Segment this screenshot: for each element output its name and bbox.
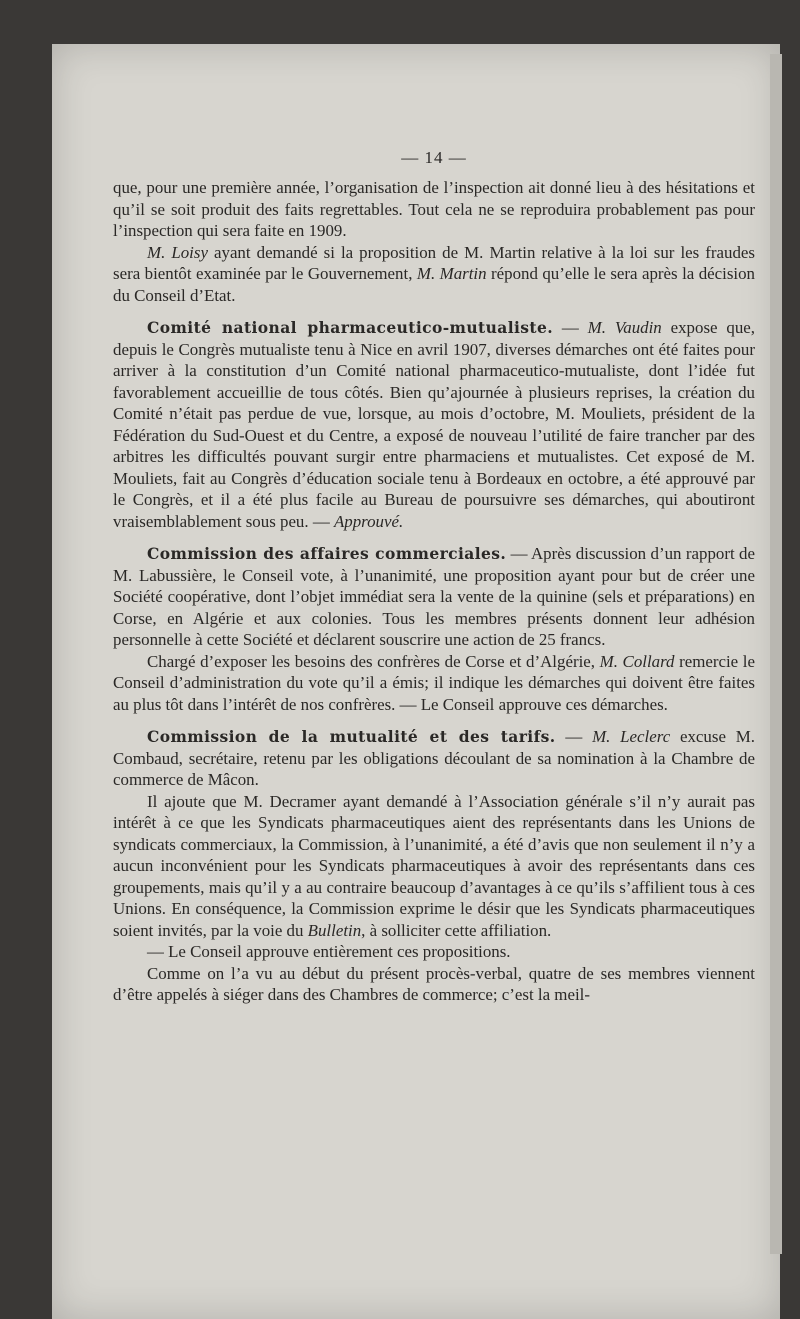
section-mutualite-tarifs: Commission de la mutualité et des tarifs. — M. Leclerc excuse M. Combaud, secrétaire, retenu par les obligations découlant de sa nomination à la Chambre de commerce de Mâcon. <box>113 727 755 789</box>
paragraph-decramer: Il ajoute que M. Decramer ayant demandé à l’Association générale s’il n’y aurait pas intérêt à ce que les Syndicats pharmaceutiques aient des représentants dans les Unions de syndicats commerciaux, la Commission, à l’unanimité, a été d’avis que non seulement il n’y a aucun inconvénient pour les Syndicats pharmaceutiques à avoir des représentants dans ces groupements, mais qu’il y a au contraire beaucoup d’avantages à ce qu’ils s’affilient tous à ces Unions. En conséquence, la Commission exprime le désir que les Syndicats pharmaceutiques soient invités, par la voie du Bulletin, à solliciter cette affiliation. <box>113 791 755 940</box>
page-edge <box>770 54 782 1254</box>
speaker-name: M. Martin <box>416 264 487 283</box>
paragraph-collard: Chargé d’exposer les besoins des confrères de Corse et d’Algérie, M. Collard remercie le Conseil d’administration du vote qu’il a émis; il indique les démarches qui doivent être faites au plus tôt dans l’intérêt de nos confrères. — Le Conseil approuve ces démarches. <box>113 651 755 714</box>
approved-label: Approuvé. <box>333 511 404 531</box>
paragraph-chambres: Comme on l’a vu au début du présent procès-verbal, quatre de ses membres viennent d’être appelés à siéger dans des Chambres de commerce; c’est la meil- <box>113 963 755 1004</box>
page-number: — 14 — <box>401 148 467 167</box>
paragraph-inspection: que, pour une première année, l’organisation de l’inspection ait donné lieu à des hésitations et qu’il se soit produit des faits regrettables. Tout cela ne se reproduira probablement pas pour l’inspection qui sera faite en 1909. <box>113 178 755 240</box>
section-heading: Comité national pharmaceutico-mutualiste. <box>147 318 554 337</box>
speaker-name: M. Loisy <box>147 242 208 262</box>
section-heading: Commission des affaires commerciales. <box>147 544 507 563</box>
section-affaires-commerciales: Commission des affaires commerciales. — Après discussion d’un rapport de M. Labussière, le Conseil vote, à l’unanimité, une proposition ayant pour but de créer une Société coopérative, dont l’objet immédiat sera la vente de la quinine (sels et préparations) en Corse, en Algérie et aux colonies. Tous les membres présents donnent leur adhésion personnelle à cette Société et déclarent souscrire une action de 25 francs. <box>113 544 756 649</box>
body-text <box>113 177 755 1006</box>
speaker-name: M. Collard <box>599 651 675 671</box>
speaker-name: M. Leclerc <box>592 727 671 746</box>
section-comite-national: Comité national pharmaceutico-mutualiste. — M. Vaudin expose que, depuis le Congrès mutualiste tenu à Nice en avril 1907, diverses démarches ont été faites pour arriver à la constitution d’un Comité national pharmaceutico-mutualiste, dont l’idée fut favorablement accueillie de tous côtés. Bien qu’ajournée à plusieurs reprises, la création du Comité n’était pas perdue de vue, lorsque, au mois d’octobre, M. Mouliets, président de la Fédération du Sud-Ouest et du Centre, a exposé de nouveau l’utilité de faire trancher par des arbitres les difficultés pouvant surgir entre pharmaciens et mutualistes. Cet exposé de M. Mouliets, fait au Congrès d’éducation sociale tenu à Bordeaux en octobre, a été approuvé par le Congrès, et il a été plus facile au Bureau de poursuivre ses démarches, qui aboutiront vraisemblablement sous peu. — Approuvé. <box>113 318 755 531</box>
section-heading: Commission de la mutualité et des tarifs. <box>147 727 556 746</box>
paragraph-approval: — Le Conseil approuve entièrement ces propositions. <box>147 942 511 961</box>
bulletin-title: Bulletin <box>307 920 362 940</box>
paragraph-loisy: M. Loisy ayant demandé si la proposition de M. Martin relative à la loi sur les fraudes sera bientôt examinée par le Gouvernement, M. Martin répond qu’elle le sera après la décision du Conseil d’Etat. <box>113 242 756 305</box>
speaker-name: M. Vaudin <box>587 318 662 337</box>
